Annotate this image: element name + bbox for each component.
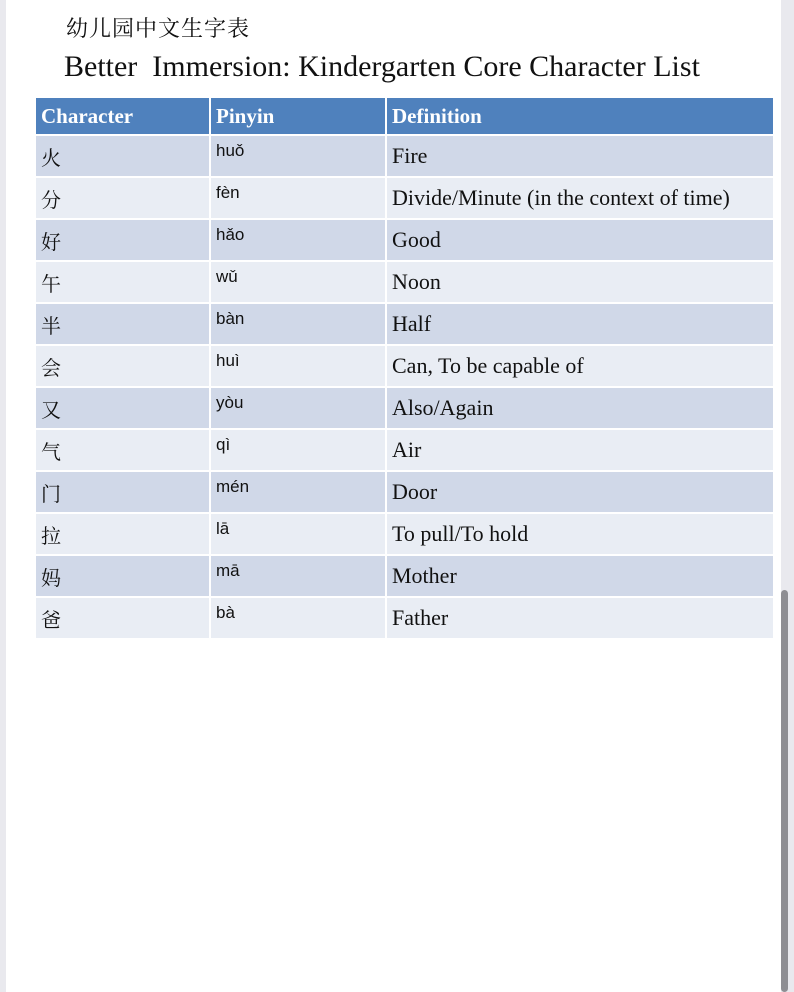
table-row <box>36 304 773 346</box>
pinyin-cell: huǒ <box>211 136 387 178</box>
character-cell: 分 <box>36 178 211 220</box>
document-page <box>6 0 781 992</box>
character-cell: 会 <box>36 346 211 388</box>
definition-cell: Noon <box>387 262 773 304</box>
character-table <box>36 98 773 640</box>
table-row <box>36 514 773 556</box>
vertical-scrollbar[interactable] <box>781 590 788 992</box>
chinese-subtitle: 幼儿园中文生字表 <box>66 17 251 42</box>
table-row <box>36 346 773 388</box>
character-cell: 妈 <box>36 556 211 598</box>
pinyin-cell: wǔ <box>211 262 387 304</box>
definition-cell: Half <box>387 304 773 346</box>
definition-cell: Fire <box>387 136 773 178</box>
definition-cell: Mother <box>387 556 773 598</box>
definition-cell: Air <box>387 430 773 472</box>
column-header-pinyin: Pinyin <box>211 98 387 136</box>
table-row <box>36 220 773 262</box>
character-cell: 半 <box>36 304 211 346</box>
definition-cell: Father <box>387 598 773 640</box>
table-row <box>36 136 773 178</box>
character-cell: 门 <box>36 472 211 514</box>
character-cell: 火 <box>36 136 211 178</box>
definition-cell: To pull/To hold <box>387 514 773 556</box>
definition-cell: Divide/Minute (in the context of time) <box>387 178 773 220</box>
table-header-row <box>36 98 773 136</box>
table-row <box>36 388 773 430</box>
table-row <box>36 556 773 598</box>
character-cell: 爸 <box>36 598 211 640</box>
table-row <box>36 262 773 304</box>
definition-cell: Also/Again <box>387 388 773 430</box>
pinyin-cell: mā <box>211 556 387 598</box>
character-cell: 午 <box>36 262 211 304</box>
character-cell: 好 <box>36 220 211 262</box>
pinyin-cell: mén <box>211 472 387 514</box>
table-row <box>36 472 773 514</box>
table-row <box>36 430 773 472</box>
column-header-character: Character <box>36 98 211 136</box>
pinyin-cell: yòu <box>211 388 387 430</box>
definition-cell: Good <box>387 220 773 262</box>
character-cell: 又 <box>36 388 211 430</box>
character-cell: 拉 <box>36 514 211 556</box>
pinyin-cell: qì <box>211 430 387 472</box>
table-row <box>36 598 773 640</box>
document-title: Better Immersion: Kindergarten Core Character List <box>64 50 700 83</box>
pinyin-cell: fèn <box>211 178 387 220</box>
column-header-definition: Definition <box>387 98 773 136</box>
pinyin-cell: hǎo <box>211 220 387 262</box>
table-row <box>36 178 773 220</box>
pinyin-cell: huì <box>211 346 387 388</box>
pinyin-cell: lā <box>211 514 387 556</box>
definition-cell: Door <box>387 472 773 514</box>
pinyin-cell: bà <box>211 598 387 640</box>
pinyin-cell: bàn <box>211 304 387 346</box>
character-cell: 气 <box>36 430 211 472</box>
definition-cell: Can, To be capable of <box>387 346 773 388</box>
